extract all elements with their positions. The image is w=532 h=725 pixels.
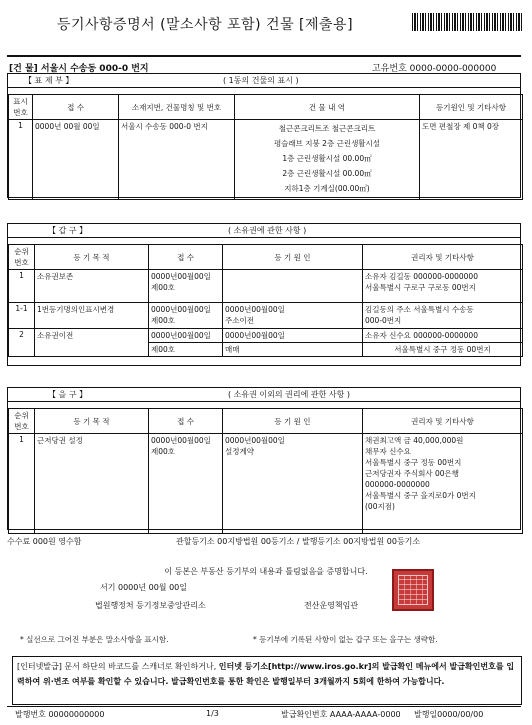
building-label: [건 물] 서울시 수송동 000-0 번지	[9, 64, 149, 74]
barcode	[412, 13, 522, 31]
eulgu-title: 【 을 구 】	[48, 390, 88, 399]
cell-holder	[363, 270, 523, 303]
eulgu-header	[8, 388, 520, 402]
col-header-location: 소재지번, 건물명칭 및 번호	[119, 95, 235, 120]
receipt-line: 0000년00월00일	[151, 436, 211, 445]
cell-purpose: 근저당권 설정	[35, 434, 149, 534]
table-header-row	[9, 409, 523, 434]
col-header-details: 건 물 내 역	[235, 95, 420, 120]
pyoje-table	[8, 94, 523, 200]
cell-no: 1	[9, 120, 33, 200]
cell-no: 1	[9, 270, 35, 303]
cell-cause: 매매	[223, 343, 363, 357]
col-header-receipt: 접 수	[33, 95, 119, 120]
cell-details	[235, 120, 420, 200]
table-row	[9, 329, 523, 343]
cell-receipt	[149, 434, 223, 534]
table-row	[9, 434, 523, 534]
cell-purpose: 소유권보존	[35, 270, 149, 303]
cause-line: 0000년00월00일	[225, 305, 285, 314]
strikeout-note: * 실선으로 그어진 부분은 말소사항을 표시함.	[20, 635, 169, 644]
col-header-purpose: 등 기 목 적	[35, 409, 149, 434]
table-header-row	[9, 245, 523, 270]
table-row	[9, 270, 523, 303]
cause-line: 0000년00월00일	[225, 436, 285, 445]
col-header-receipt: 접 수	[149, 409, 223, 434]
responsible-officer: 전산운영책임관	[304, 601, 359, 610]
page-number: 1/3	[206, 709, 219, 718]
detail-line: 평슬래브 지붕 2층 근린생활시설	[273, 139, 381, 148]
cell-cause	[223, 434, 363, 534]
cell-no: 1	[9, 434, 35, 534]
pyoje-header	[8, 74, 520, 88]
table-row	[9, 343, 523, 357]
gapgu-subtitle: ( 소유권에 관한 사항 )	[228, 226, 307, 235]
certification-date: 서기 0000년 00월 00일	[100, 583, 187, 592]
eulgu-table	[8, 408, 523, 534]
document-title: 등기사항증명서 (말소사항 포함) 건물 [제출용]	[56, 17, 354, 33]
col-header-cause: 등기원인 및 기타사항	[420, 95, 523, 120]
pyoje-subtitle: ( 1동의 건물의 표시 )	[223, 76, 299, 85]
detail-line: 지하1층 기계실(00.00㎡)	[284, 184, 370, 193]
cell-no: 1-1	[9, 303, 35, 329]
cause-line: 설정계약	[225, 447, 254, 456]
holder-line: 서울특별시 중구 을지로0가 0번지	[365, 491, 476, 500]
table-header-row	[9, 95, 523, 120]
holder-line: 서울특별시 구로구 구로동 00번지	[365, 283, 476, 292]
notice-text: [인터넷발급] 문서 하단의 바코드를 스캐너로 확인하거나,	[17, 662, 219, 671]
cell-cause	[223, 270, 363, 303]
cell-receipt	[149, 270, 223, 303]
cell-receipt: 0000년 00월 00일	[33, 120, 119, 200]
certification-statement: 이 등본은 부동산 등기부의 내용과 틀림없음을 증명합니다.	[164, 567, 368, 576]
cell-receipt: 0000년00월00일	[149, 329, 223, 343]
issue-number: 발행번호 00000000000	[15, 710, 105, 719]
col-header-holder: 권리자 및 기타사항	[363, 245, 523, 270]
holder-line: 채무자 신수요	[365, 447, 411, 456]
cell-receipt	[149, 303, 223, 329]
col-header-holder: 권리자 및 기타사항	[363, 409, 523, 434]
cell-holder: 서울특별시 중구 정동 00번지	[363, 343, 523, 357]
internet-issue-notice	[12, 656, 522, 705]
pyoje-title: 【 표 제 부 】	[24, 76, 74, 85]
receipt-line: 0000년00월00일	[151, 305, 211, 314]
table-row	[9, 120, 523, 200]
holder-line: 서울특별시 중구 정동 00번지	[365, 458, 462, 467]
cell-cause: 도면 편철장 제 0책 0장	[420, 120, 523, 200]
receipt-line: 0000년00월00일	[151, 272, 211, 281]
gapgu-title: 【 갑 구 】	[48, 226, 88, 235]
col-header-no: 순위번호	[9, 409, 35, 434]
col-header-cause: 등 기 원 인	[223, 245, 363, 270]
receipt-line: 제00호	[151, 283, 176, 292]
cell-purpose: 1번등기명의인표시변경	[35, 303, 149, 329]
issuing-agency: 법원행정처 등기정보중앙관리소	[95, 601, 206, 610]
cell-no: 2	[9, 329, 35, 343]
cell-holder	[363, 303, 523, 329]
cell-cause: 0000년00월00일	[223, 329, 363, 343]
issue-date: 발행일0000/00/00	[414, 710, 484, 719]
footer-rule	[7, 706, 521, 707]
holder-line: (00지점)	[365, 502, 395, 511]
col-header-receipt: 접 수	[149, 245, 223, 270]
cause-line: 주소이전	[225, 316, 254, 325]
holder-line: 소유자 김길동 000000-0000000	[365, 272, 478, 281]
gapgu-header	[8, 224, 520, 238]
receipt-line: 제00호	[151, 316, 176, 325]
cell-cause	[223, 303, 363, 329]
cell-no	[9, 343, 35, 357]
header-rule	[7, 55, 521, 57]
fee-text: 수수료 000원 영수함	[7, 537, 82, 546]
official-seal	[392, 569, 434, 611]
detail-line: 2층 근린생활시설 00.00㎡	[282, 169, 372, 178]
cell-receipt: 제00호	[149, 343, 223, 357]
receipt-line: 제00호	[151, 447, 176, 456]
table-row	[9, 303, 523, 329]
detail-line: 철근콘크리트조 철근콘크리트	[278, 124, 376, 133]
holder-line: 근저당권자 주식회사 00은행	[365, 469, 460, 478]
unique-number: 고유번호 0000-0000-000000	[372, 64, 497, 74]
col-header-purpose: 등 기 목 적	[35, 245, 149, 270]
detail-line: 1층 근린생활시설 00.00㎡	[282, 154, 372, 163]
holder-line: 김길동의 주소 서울특별시 수송동	[365, 305, 474, 314]
gapgu-section	[7, 223, 521, 366]
registry-office-text: 관할등기소 00지방법원 00등기소 / 발행등기소 00지방법원 00등기소	[176, 537, 421, 546]
holder-line: 000-0번지	[365, 316, 402, 325]
eulgu-section	[7, 387, 521, 530]
cell-purpose	[35, 343, 149, 357]
pyoje-section	[7, 73, 521, 198]
gapgu-table	[8, 244, 523, 357]
cell-purpose: 소유권이전	[35, 329, 149, 343]
notice-bold-text: 인터넷 등기소[http://www.iros.go.kr]의 발급확인 메뉴에서 발급확인번호를 입력하여 위·변조 여부를 확인할 수 있습니다. 발급확인번호를 통한 확인은 발행일부터 3개월까지 5회에 한하여 가능합니다.	[17, 662, 515, 686]
eulgu-subtitle: ( 소유권 이외의 권리에 관한 사항 )	[228, 390, 350, 399]
confirm-number: 발급확인번호 AAAA-AAAA-0000	[281, 710, 401, 719]
col-header-no: 표시번호	[9, 95, 33, 120]
cell-holder	[363, 434, 523, 534]
holder-line: 000000-0000000	[365, 480, 430, 489]
cell-location: 서울시 수송동 000-0 번지	[119, 120, 235, 200]
col-header-no: 순위번호	[9, 245, 35, 270]
cell-holder: 소유자 신수요 000000-0000000	[363, 329, 523, 343]
omission-note: * 등기부에 기록된 사항이 없는 갑구 또는 을구는 생략함.	[253, 635, 438, 644]
col-header-cause: 등 기 원 인	[223, 409, 363, 434]
holder-line: 채권최고액 금 40,000,000원	[365, 436, 464, 445]
